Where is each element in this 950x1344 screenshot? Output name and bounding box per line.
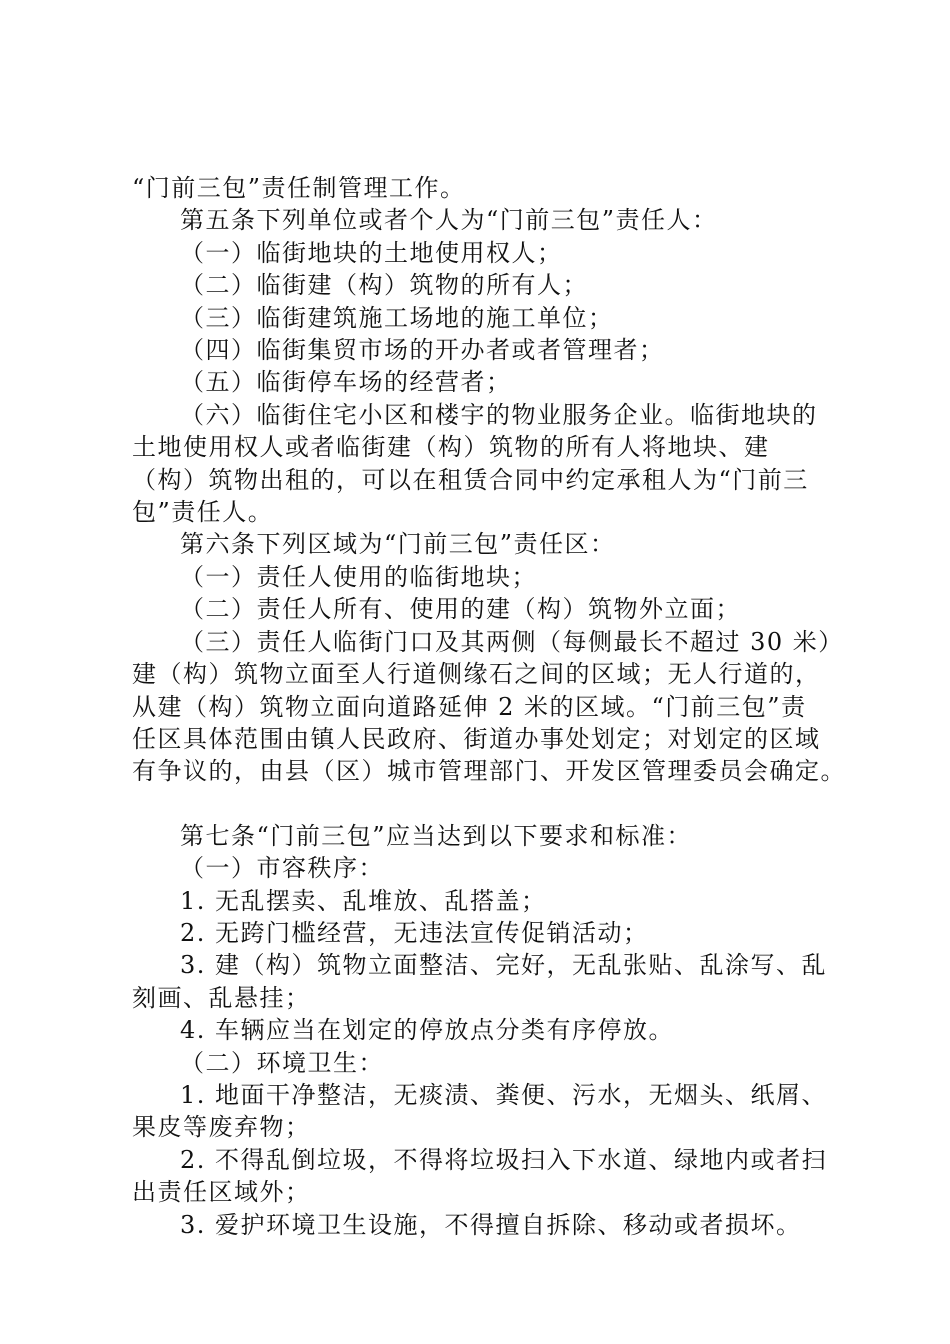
list-item: （二）责任人所有、使用的建（构）筑物外立面； (180, 595, 741, 624)
text-line: “门前三包”责任制管理工作。 (132, 174, 466, 202)
list-item: 2. 不得乱倒垃圾，不得将垃圾扫入下水道、绿地内或者扫 (180, 1145, 828, 1174)
article-5-heading: 第五条下列单位或者个人为“门前三包”责任人： (180, 206, 718, 235)
text-line: 任区具体范围由镇人民政府、街道办事处划定；对划定的区域 (132, 724, 821, 753)
text-line: 从建（构）筑物立面向道路延伸 2 米的区域。“门前三包”责 (132, 692, 807, 721)
list-item: （二）临街建（构）筑物的所有人； (180, 271, 588, 300)
list-item: （四）临街集贸市场的开办者或者管理者； (180, 336, 665, 365)
list-item: 3. 建（构）筑物立面整洁、完好，无乱张贴、乱涂写、乱 (180, 951, 828, 980)
section-heading: （一）市容秩序： (180, 854, 384, 883)
text-line: 建（构）筑物立面至人行道侧缘石之间的区域；无人行道的， (132, 660, 821, 689)
list-item: 4. 车辆应当在划定的停放点分类有序停放。 (180, 1016, 675, 1045)
text-line: 包”责任人。 (132, 498, 274, 527)
document-body (132, 172, 846, 1241)
text-line: 刻画、乱悬挂； (132, 983, 311, 1012)
list-item: 1. 无乱摆卖、乱堆放、乱搭盖； (180, 886, 547, 915)
text-line: （构）筑物出租的，可以在租赁合同中约定承租人为“门前三 (132, 465, 809, 494)
text-line: 有争议的，由县（区）城市管理部门、开发区管理委员会确定。 (132, 757, 846, 786)
list-item: （一）责任人使用的临街地块； (180, 562, 537, 591)
section-heading: （二）环境卫生： (180, 1048, 384, 1077)
article-6-heading: 第六条下列区域为“门前三包”责任区： (180, 530, 616, 559)
list-item: （三）责任人临街门口及其两侧（每侧最长不超过 30 米） (180, 627, 844, 656)
list-item: （三）临街建筑施工场地的施工单位； (180, 303, 614, 332)
list-item: （五）临街停车场的经营者； (180, 368, 512, 397)
list-item: （一）临街地块的土地使用权人； (180, 238, 563, 267)
list-item: （六）临街住宅小区和楼宇的物业服务企业。临街地块的 (180, 400, 818, 429)
text-line: 出责任区域外； (132, 1178, 311, 1207)
list-item: 3. 爱护环境卫生设施，不得擅自拆除、移动或者损坏。 (180, 1210, 802, 1239)
list-item: 2. 无跨门槛经营，无违法宣传促销活动； (180, 918, 649, 947)
text-line: 土地使用权人或者临街建（构）筑物的所有人将地块、建 (132, 433, 770, 462)
text-line: 果皮等废弃物； (132, 1113, 311, 1142)
list-item: 1. 地面干净整洁，无痰渍、粪便、污水，无烟头、纸屑、 (180, 1080, 828, 1109)
article-7-heading: 第七条“门前三包”应当达到以下要求和标准： (180, 821, 693, 850)
paragraph-gap (132, 788, 842, 820)
